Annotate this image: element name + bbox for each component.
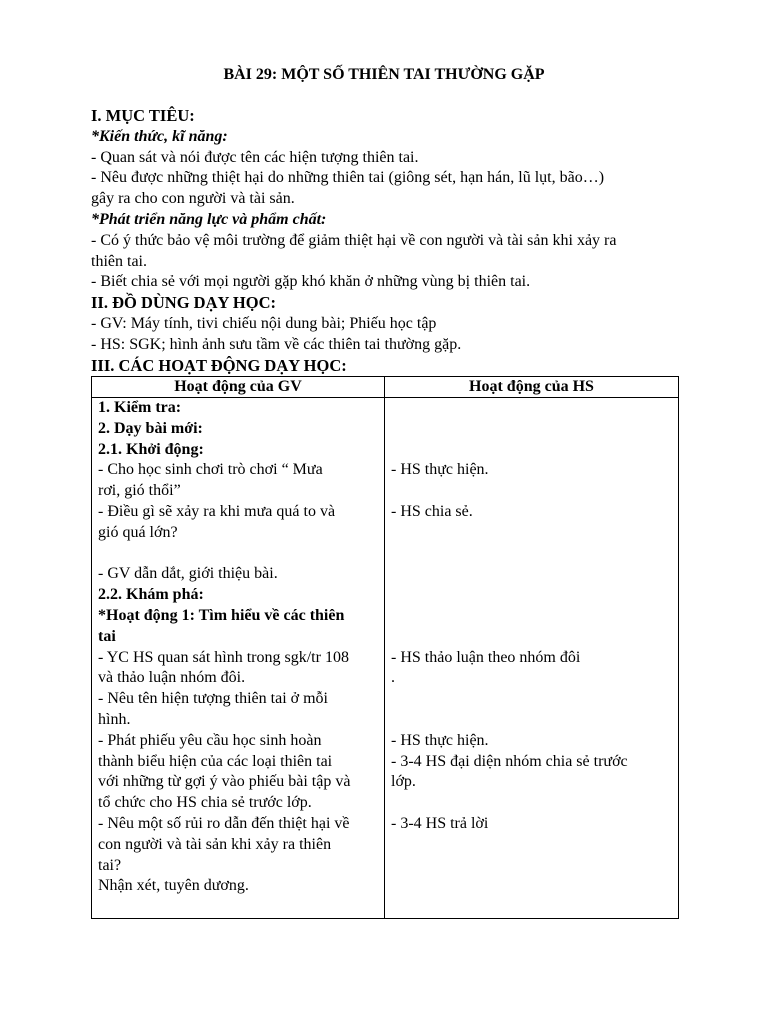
spacer bbox=[391, 793, 672, 814]
teacher-line: - YC HS quan sát hình trong sgk/tr 108 bbox=[98, 648, 349, 666]
column-header-student: Hoạt động của HS bbox=[385, 377, 679, 398]
step-heading: 2.2. Khám phá: bbox=[98, 586, 204, 604]
objective-line: - Nêu được những thiệt hại do những thiên tai (giông sét, hạn hán, lũ lụt, bão…) bbox=[91, 169, 605, 187]
subheading-knowledge-skills: *Kiến thức, kĩ năng: bbox=[91, 127, 228, 145]
teacher-line: Nhận xét, tuyên dương. bbox=[98, 877, 249, 895]
spacer bbox=[98, 544, 378, 565]
teacher-line: - Cho học sinh chơi trò chơi “ Mưa bbox=[98, 461, 323, 479]
spacer bbox=[391, 710, 672, 731]
student-line: lớp. bbox=[391, 773, 416, 791]
teacher-line: - Điều gì sẽ xảy ra khi mưa quá to và bbox=[98, 502, 336, 520]
section-activities-heading: III. CÁC HOẠT ĐỘNG DẠY HỌC: bbox=[91, 355, 347, 375]
teacher-line: với những từ gợi ý vào phiếu bài tập và bbox=[98, 773, 351, 791]
spacer bbox=[391, 627, 672, 648]
section-materials-heading: II. ĐỒ DÙNG DẠY HỌC: bbox=[91, 293, 277, 313]
teacher-line: - Phát phiếu yêu cầu học sinh hoàn bbox=[98, 731, 322, 749]
teacher-line: tổ chức cho HS chia sẻ trước lớp. bbox=[98, 794, 312, 812]
teacher-line: - Nêu tên hiện tượng thiên tai ở mỗi bbox=[98, 690, 328, 708]
student-line: . bbox=[391, 669, 395, 687]
teacher-line: thành biểu hiện của các loại thiên tai bbox=[98, 752, 333, 770]
teacher-line: - Nêu một số rủi ro dẫn đến thiệt hại về bbox=[98, 814, 350, 832]
activity-heading: tai bbox=[98, 627, 116, 645]
teacher-line: và thảo luận nhóm đôi. bbox=[98, 669, 246, 687]
spacer bbox=[391, 398, 672, 419]
table-row bbox=[92, 398, 679, 919]
section-objectives-heading: I. MỤC TIÊU: bbox=[91, 106, 195, 125]
student-line: - HS thực hiện. bbox=[391, 731, 489, 749]
student-activities-cell bbox=[385, 398, 679, 919]
spacer bbox=[391, 544, 672, 565]
teacher-activities-cell bbox=[92, 398, 385, 919]
lesson-intro bbox=[91, 106, 678, 376]
spacer bbox=[391, 689, 672, 710]
spacer bbox=[391, 564, 672, 585]
student-line: - HS thảo luận theo nhóm đôi bbox=[391, 648, 581, 666]
spacer bbox=[391, 419, 672, 440]
step-heading: 1. Kiểm tra: bbox=[98, 399, 182, 416]
material-line: - HS: SGK; hình ảnh sưu tầm về các thiên tai thường gặp. bbox=[91, 335, 462, 353]
objective-line: - Có ý thức bảo vệ môi trường để giảm thiệt hại về con người và tài sản khi xảy ra bbox=[91, 231, 617, 249]
activities-table bbox=[91, 376, 679, 919]
objective-line: - Quan sát và nói được tên các hiện tượng thiên tai. bbox=[91, 148, 419, 166]
teacher-line: gió quá lớn? bbox=[98, 523, 178, 541]
step-heading: 2.1. Khởi động: bbox=[98, 440, 204, 458]
student-line: - HS chia sẻ. bbox=[391, 502, 473, 520]
objective-line: thiên tai. bbox=[91, 252, 147, 270]
teacher-line: rơi, gió thổi” bbox=[98, 482, 181, 500]
table-header-row bbox=[92, 377, 679, 398]
objective-line: - Biết chia sẻ với mọi người gặp khó khăn ở những vùng bị thiên tai. bbox=[91, 273, 531, 291]
activity-heading: *Hoạt động 1: Tìm hiểu về các thiên bbox=[98, 606, 345, 624]
teacher-line: con người và tài sản khi xảy ra thiên bbox=[98, 835, 332, 853]
teacher-line: - GV dẫn dắt, giới thiệu bài. bbox=[98, 565, 278, 583]
material-line: - GV: Máy tính, tivi chiếu nội dung bài; Phiếu học tập bbox=[91, 314, 437, 332]
spacer bbox=[391, 606, 672, 627]
student-line: - 3-4 HS trả lời bbox=[391, 814, 489, 832]
objective-line: gây ra cho con người và tài sản. bbox=[91, 190, 295, 208]
spacer bbox=[391, 585, 672, 606]
spacer bbox=[391, 440, 672, 461]
teacher-line: tai? bbox=[98, 856, 122, 874]
step-heading: 2. Dạy bài mới: bbox=[98, 419, 203, 437]
subheading-competency: *Phát triển năng lực và phẩm chất: bbox=[91, 210, 327, 228]
spacer bbox=[391, 481, 672, 502]
teacher-line: hình. bbox=[98, 710, 131, 728]
lesson-title: BÀI 29: MỘT SỐ THIÊN TAI THƯỜNG GẶP bbox=[223, 66, 545, 83]
spacer bbox=[391, 523, 672, 544]
student-line: - 3-4 HS đại diện nhóm chia sẻ trước bbox=[391, 752, 628, 770]
column-header-teacher: Hoạt động của GV bbox=[92, 377, 385, 398]
student-line: - HS thực hiện. bbox=[391, 461, 489, 479]
